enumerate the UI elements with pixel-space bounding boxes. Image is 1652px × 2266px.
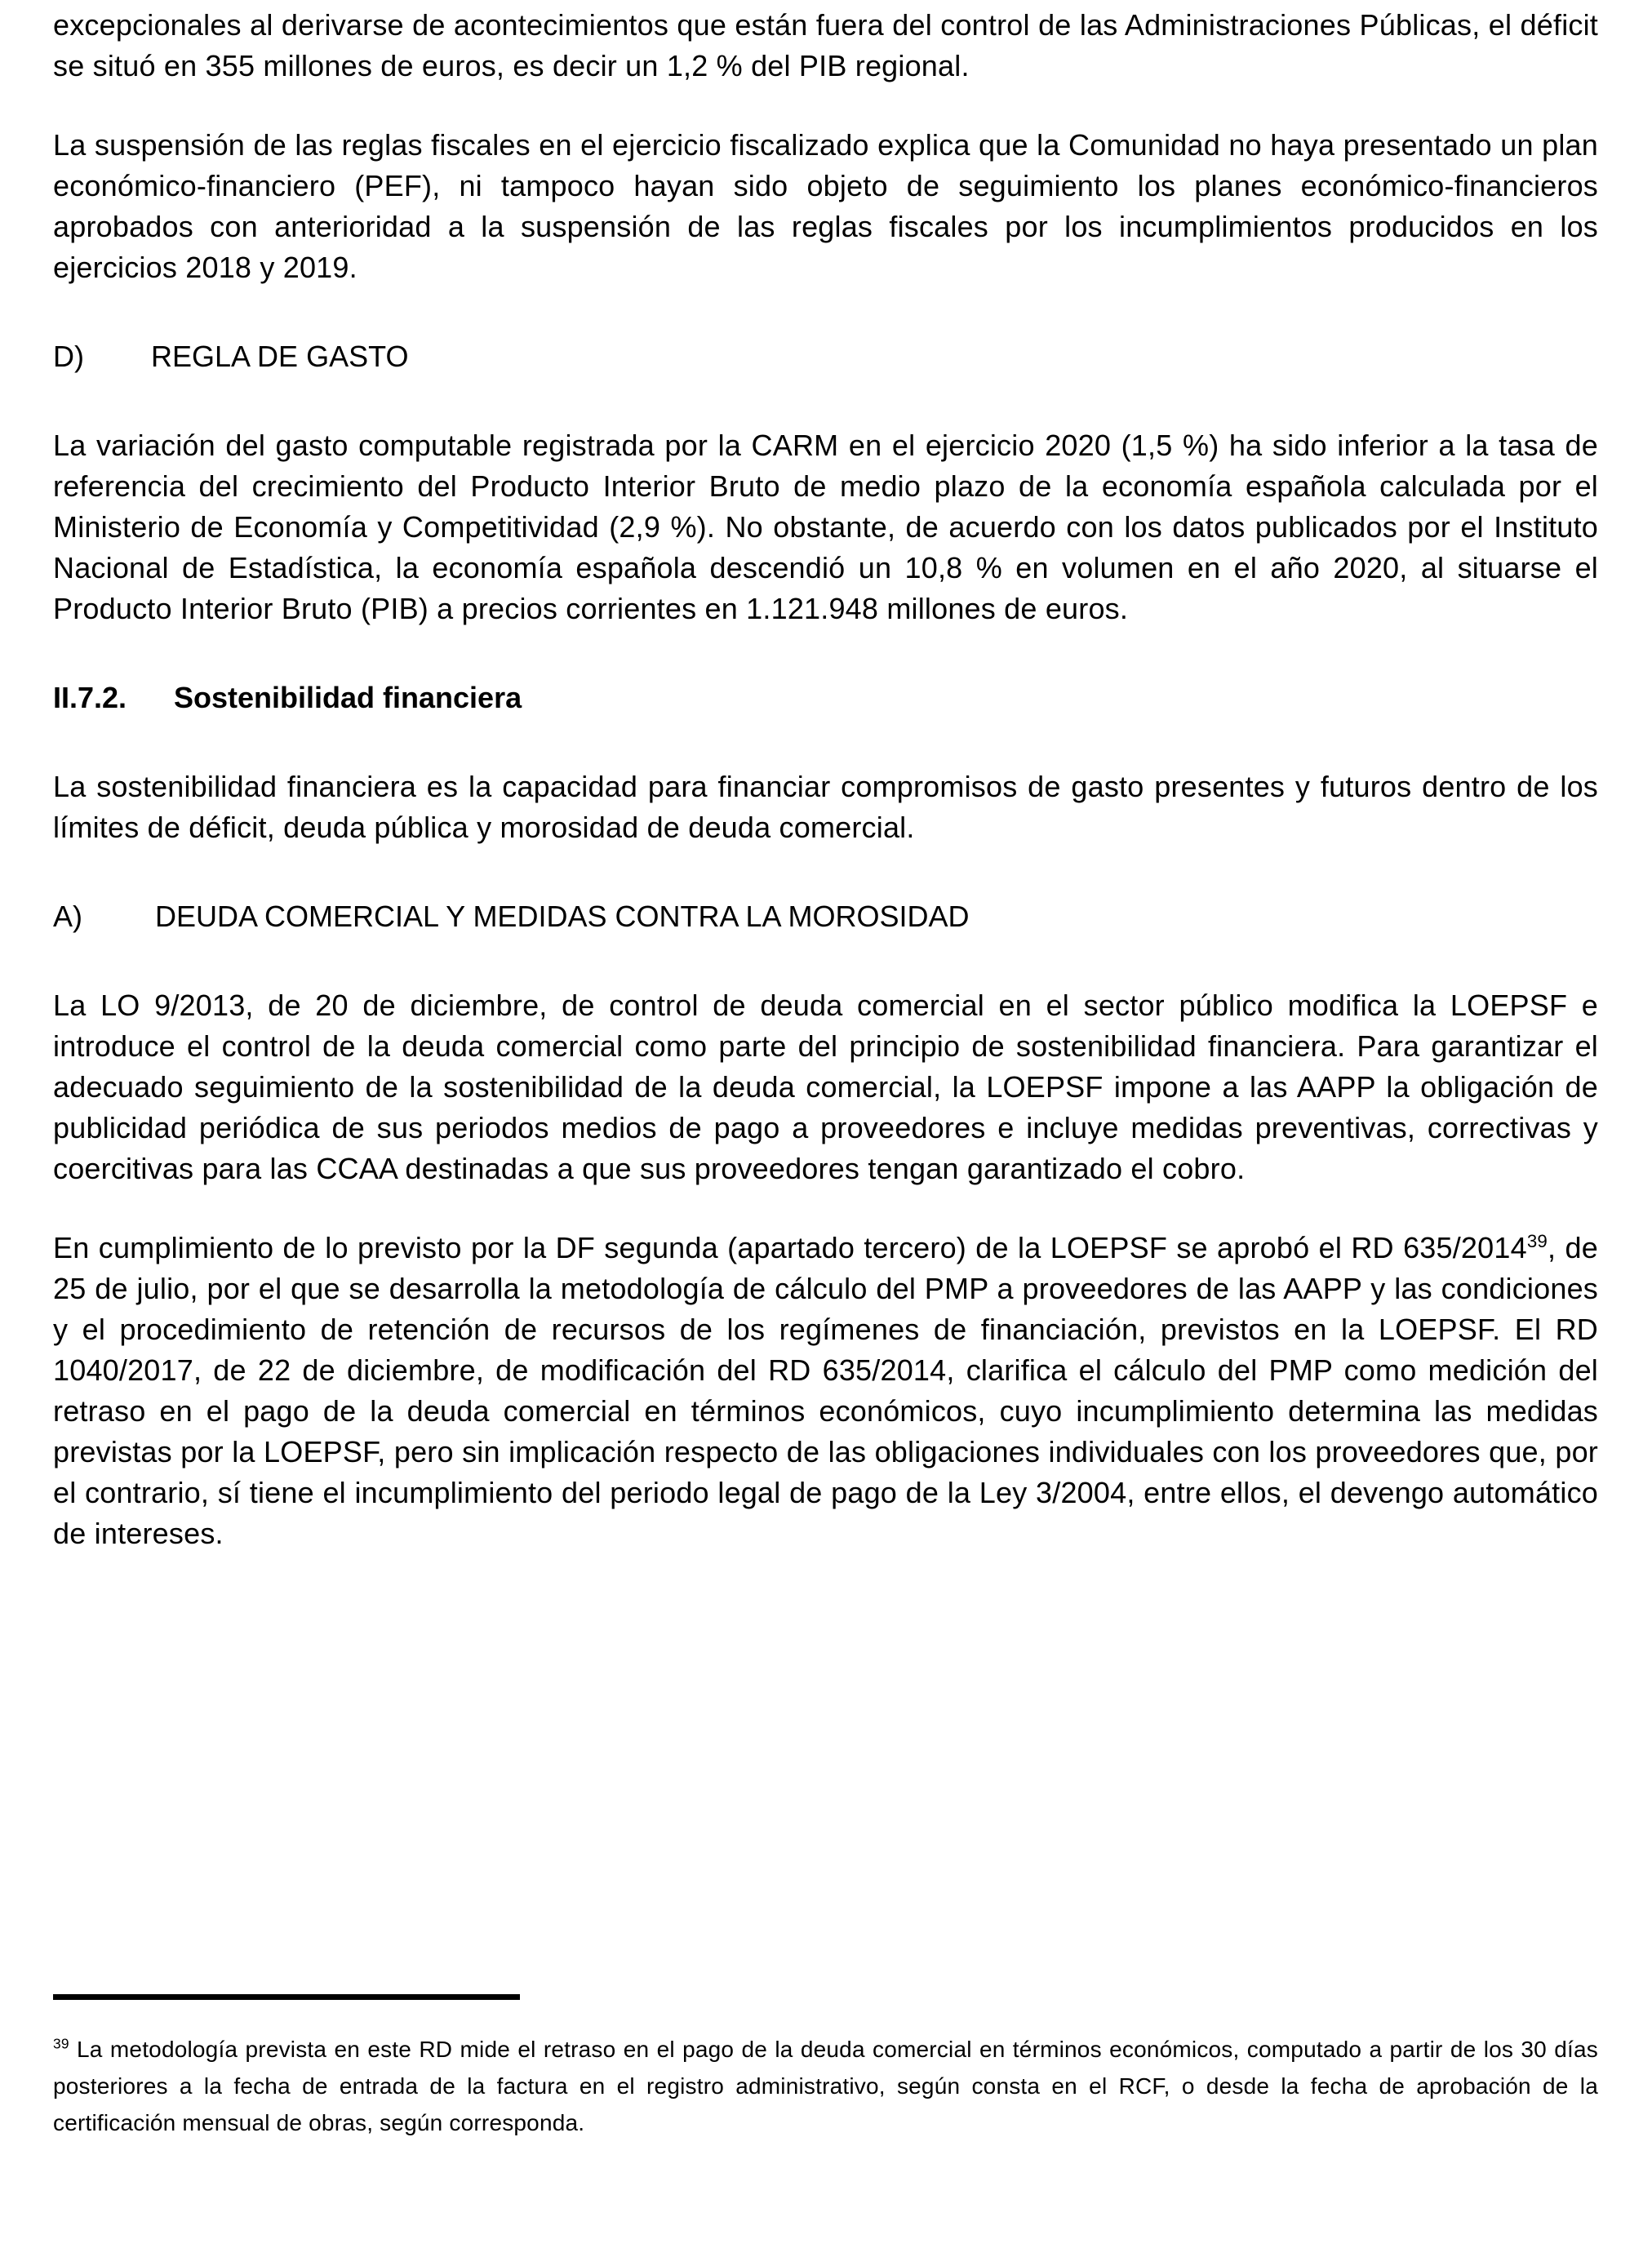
paragraph-variacion-gasto: La variación del gasto computable registrada por la CARM en el ejercicio 2020 (1,5 %) ha sido inferior a la tasa de referencia del crecimiento del Producto Interior Bruto de medio plazo de la economía española calculada por el Ministerio de Economía y Competitividad (2,9 %). No obstante, de acuerdo con los datos publicados por el Instituto Nacional de Estadística, la economía española descendió un 10,8 % en volumen en el año 2020, al situarse el Producto Interior Bruto (PIB) a precios corrientes en 1.121.948 millones de euros. [53,429,1598,625]
footnote-reference-39: 39 [1526,1231,1548,1251]
paragraph-rd-635-2014 [53,1228,1598,1554]
section-heading-label: A) [53,900,82,933]
section-heading-label: D) [53,340,84,373]
section-heading-title: Sostenibilidad financiera [174,681,522,714]
footnote-marker: 39 [53,2035,69,2052]
section-heading-label: II.7.2. [53,681,127,714]
paragraph-deficit-regional: excepcionales al derivarse de acontecimientos que están fuera del control de las Administraciones Públicas, el déficit se situó en 355 millones de euros, es decir un 1,2 % del PIB regional. [53,8,1598,82]
paragraph-text-after-footnote-ref: , de 25 de julio, por el que se desarrolla la metodología de cálculo del PMP a proveedores de las AAPP y las condiciones y el procedimiento de retención de recursos de los regímenes de financiación, previstos en la LOEPSF. El RD 1040/2017, de 22 de diciembre, de modificación del RD 635/2014, clarifica el cálculo del PMP como medición del retraso en el pago de la deuda comercial en términos económicos, cuyo incumplimiento determina las medidas previstas por la LOEPSF, pero sin implicación respecto de las obligaciones individuales con los proveedores que, por el contrario, sí tiene el incumplimiento del periodo legal de pago de la Ley 3/2004, entre ellos, el devengo automático de intereses. [53,1231,1598,1550]
section-heading-title: REGLA DE GASTO [151,340,409,373]
section-heading-deuda-comercial [53,896,1598,937]
footnote-area [53,1994,1598,2141]
section-heading-sostenibilidad-financiera [53,678,1598,718]
document-body [53,5,1598,1593]
footnote-39 [53,2031,1598,2141]
section-heading-title: DEUDA COMERCIAL Y MEDIDAS CONTRA LA MOROSIDAD [155,900,970,933]
section-heading-regla-de-gasto [53,336,1598,377]
footnote-body-text: La metodología prevista en este RD mide el retraso en el pago de la deuda comercial en términos económicos, computado a partir de los 30 días posteriores a la fecha de entrada de la factura en el registro administrativo, según consta en el RCF, o desde la fecha de aprobación de la certificación mensual de obras, según corresponda. [53,2037,1598,2135]
paragraph-sostenibilidad-definicion: La sostenibilidad financiera es la capacidad para financiar compromisos de gasto presentes y futuros dentro de los límites de déficit, deuda pública y morosidad de deuda comercial. [53,770,1598,844]
footnote-separator-rule [53,1994,520,2000]
paragraph-text-before-footnote-ref: En cumplimiento de lo previsto por la DF segunda (apartado tercero) de la LOEPSF se aprobó el RD 635/2014 [53,1231,1527,1264]
paragraph-lo-9-2013: La LO 9/2013, de 20 de diciembre, de control de deuda comercial en el sector público modifica la LOEPSF e introduce el control de la deuda comercial como parte del principio de sostenibilidad financiera. Para garantizar el adecuado seguimiento de la sostenibilidad de la deuda comercial, la LOEPSF impone a las AAPP la obligación de publicidad periódica de sus periodos medios de pago a proveedores e incluye medidas preventivas, correctivas y coercitivas para las CCAA destinadas a que sus proveedores tengan garantizado el cobro. [53,989,1598,1185]
paragraph-suspension-reglas-fiscales: La suspensión de las reglas fiscales en el ejercicio fiscalizado explica que la Comunidad no haya presentado un plan económico-financiero (PEF), ni tampoco hayan sido objeto de seguimiento los planes económico-financieros aprobados con anterioridad a la suspensión de las reglas fiscales por los incumplimientos producidos en los ejercicios 2018 y 2019. [53,128,1598,284]
